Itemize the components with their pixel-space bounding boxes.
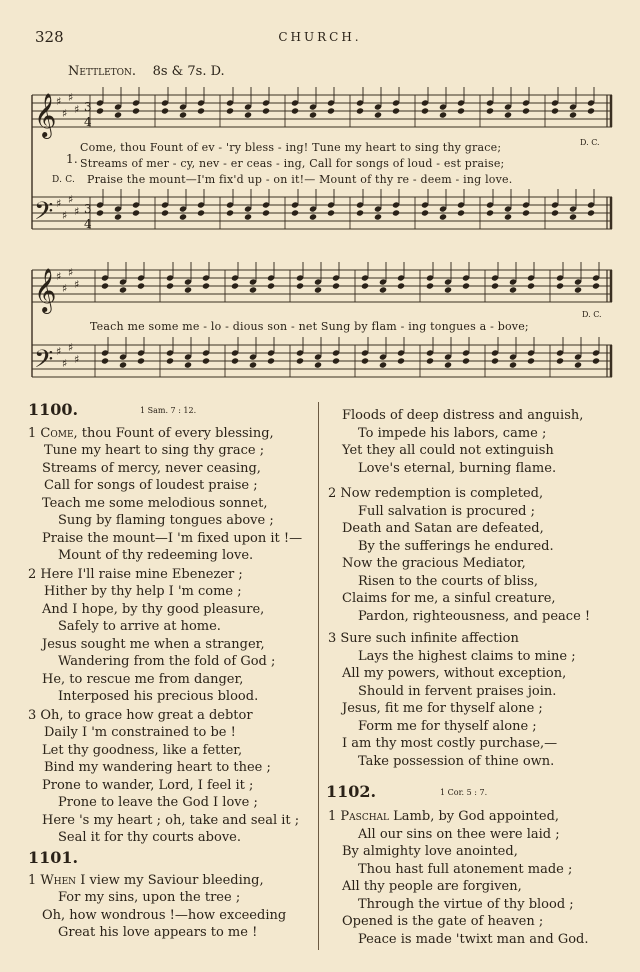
right-verse-line: Risen to the courts of bliss, xyxy=(358,574,539,589)
page-number: 328 xyxy=(35,28,64,46)
left-verse-line: Tune my heart to sing thy grace ; xyxy=(44,443,265,458)
note-head xyxy=(569,111,577,118)
note-head xyxy=(332,282,340,289)
sharp-icon: ♯ xyxy=(74,103,80,116)
right-verse-line: Should in fervent praises join. xyxy=(358,684,557,699)
right-verse-line: 2 Now redemption is completed, xyxy=(328,486,544,501)
note-head xyxy=(551,107,559,114)
left-verse-line: Streams of mercy, never ceasing, xyxy=(42,461,261,476)
note-head xyxy=(361,282,369,289)
left-verse-line: Seal it for thy courts above. xyxy=(58,830,242,845)
left-verse-line: Teach me some melodious sonnet, xyxy=(42,496,268,511)
note-head xyxy=(527,357,535,364)
right-verse-line: Form me for thyself alone ; xyxy=(358,719,537,734)
left-verse-line: Jesus sought me when a stranger, xyxy=(42,637,265,652)
note-head xyxy=(184,286,192,293)
note-head xyxy=(197,107,205,114)
dc-label: D. C. xyxy=(52,175,76,185)
note-head xyxy=(332,357,340,364)
note-head xyxy=(249,286,257,293)
music-score xyxy=(0,0,640,400)
left-verse-line: Sung by flaming tongues above ; xyxy=(58,513,274,528)
hymn-number-1102: 1102. xyxy=(326,782,377,801)
left-verse-line: Prone to wander, Lord, I feel it ; xyxy=(42,778,254,793)
treble-clef-icon: 𝄞 xyxy=(34,93,57,137)
note-head xyxy=(587,209,595,216)
sharp-icon: ♯ xyxy=(68,193,74,206)
sharp-icon: ♯ xyxy=(74,278,80,291)
right-verse-line: I am thy most costly purchase,— xyxy=(342,736,558,751)
note-head xyxy=(291,107,299,114)
right-verse-line: All our sins on thee were laid ; xyxy=(358,827,560,842)
right-verse-line: Lays the highest claims to mine ; xyxy=(358,649,576,664)
note-head xyxy=(291,209,299,216)
sharp-icon: ♯ xyxy=(56,345,62,358)
dc-mark-1: D. C. xyxy=(580,138,600,147)
sharp-icon: ♯ xyxy=(62,357,68,370)
note-head xyxy=(392,209,400,216)
note-head xyxy=(444,286,452,293)
left-verse-line: Daily I 'm constrained to be ! xyxy=(44,725,236,740)
note-head xyxy=(504,213,512,220)
lyric-line-4: Teach me some me - lo - dious son - net Sung by flam - ing tongues a - bove; xyxy=(90,320,529,333)
note-head xyxy=(374,213,382,220)
sharp-icon: ♯ xyxy=(68,266,74,279)
left-verse-line: Interposed his precious blood. xyxy=(58,689,259,704)
left-verse-line: Hither by thy help I 'm come ; xyxy=(44,584,242,599)
right-verse-line: Now the gracious Mediator, xyxy=(342,556,526,571)
note-head xyxy=(491,357,499,364)
note-head xyxy=(101,357,109,364)
sharp-icon: ♯ xyxy=(68,91,74,104)
note-head xyxy=(556,357,564,364)
left-verse-line: 1 Come, thou Fount of every blessing, xyxy=(28,426,274,441)
note-head xyxy=(327,107,335,114)
note-head xyxy=(457,209,465,216)
note-head xyxy=(137,282,145,289)
note-head xyxy=(421,209,429,216)
note-head xyxy=(166,357,174,364)
time-signature: 3 xyxy=(84,202,92,216)
note-head xyxy=(309,213,317,220)
left-verse-line: 2 Here I'll raise mine Ebenezer ; xyxy=(28,567,243,582)
note-head xyxy=(244,213,252,220)
note-head xyxy=(267,357,275,364)
note-head xyxy=(119,286,127,293)
note-head xyxy=(426,357,434,364)
note-head xyxy=(161,107,169,114)
right-verse-line: 1 Paschal Lamb, by God appointed, xyxy=(328,809,560,824)
note-head xyxy=(114,111,122,118)
right-verse-line: Jesus, fit me for thyself alone ; xyxy=(342,701,543,716)
right-verse-line: By the sufferings he endured. xyxy=(358,539,554,554)
note-head xyxy=(202,282,210,289)
note-head xyxy=(426,282,434,289)
note-head xyxy=(226,209,234,216)
right-verse-line: Floods of deep distress and anguish, xyxy=(342,408,584,423)
sharp-icon: ♯ xyxy=(56,270,62,283)
left-verse-line: Oh, how wondrous !—how exceeding xyxy=(42,908,287,923)
note-head xyxy=(249,361,257,368)
note-head xyxy=(439,213,447,220)
note-head xyxy=(114,213,122,220)
bass-clef-icon: 𝄢 xyxy=(34,197,54,232)
note-head xyxy=(527,282,535,289)
note-head xyxy=(96,209,104,216)
note-head xyxy=(462,357,470,364)
time-signature: 3 xyxy=(84,100,92,114)
left-verse-line: And I hope, by thy good pleasure, xyxy=(42,602,265,617)
hymn-number-1101: 1101. xyxy=(28,848,79,867)
left-verse-line: Bind my wandering heart to thee ; xyxy=(44,760,271,775)
right-verse-line: Death and Satan are defeated, xyxy=(342,521,544,536)
time-signature: 4 xyxy=(84,217,92,231)
left-verse-line: Let thy goodness, like a fetter, xyxy=(42,743,243,758)
right-verse-line: Opened is the gate of heaven ; xyxy=(342,914,544,929)
sharp-icon: ♯ xyxy=(56,95,62,108)
left-verse-line: Great his love appears to me ! xyxy=(58,925,258,940)
note-head xyxy=(101,282,109,289)
note-head xyxy=(202,357,210,364)
note-head xyxy=(356,209,364,216)
right-verse-line: Yet they all could not extinguish xyxy=(342,443,554,458)
note-head xyxy=(314,286,322,293)
left-verse-line: Prone to leave the God I love ; xyxy=(58,795,258,810)
note-head xyxy=(392,107,400,114)
note-head xyxy=(361,357,369,364)
left-verse-line: For my sins, upon the tree ; xyxy=(58,890,241,905)
lyric-line-2: Streams of mer - cy, nev - er ceas - ing, Call for songs of loud - est praise; xyxy=(80,157,505,170)
note-head xyxy=(161,209,169,216)
note-head xyxy=(592,282,600,289)
note-head xyxy=(397,357,405,364)
right-verse-line: 3 Sure such infinite affection xyxy=(328,631,519,646)
note-head xyxy=(592,357,600,364)
right-verse-line: Pardon, righteousness, and peace ! xyxy=(358,609,591,624)
hymn-number-1100: 1100. xyxy=(28,400,79,419)
time-signature: 4 xyxy=(84,115,92,129)
note-head xyxy=(379,361,387,368)
left-verse-line: Mount of thy redeeming love. xyxy=(58,548,254,563)
treble-clef-icon: 𝄞 xyxy=(34,268,57,312)
sharp-icon: ♯ xyxy=(62,107,68,120)
right-verse-line: Thou hast full atonement made ; xyxy=(358,862,573,877)
hymn-reference-1100: 1 Sam. 7 : 12. xyxy=(140,406,197,415)
note-head xyxy=(491,282,499,289)
note-head xyxy=(574,361,582,368)
note-head xyxy=(397,282,405,289)
note-head xyxy=(132,107,140,114)
tune-name: Nettleton. xyxy=(68,64,137,79)
hymn-reference-1102: 1 Cor. 5 : 7. xyxy=(440,788,488,797)
note-head xyxy=(296,282,304,289)
note-head xyxy=(522,209,530,216)
left-verse-line: Praise the mount—I 'm fixed upon it !— xyxy=(42,531,303,546)
left-verse-line: 1 When I view my Saviour bleeding, xyxy=(28,873,264,888)
note-head xyxy=(226,107,234,114)
note-head xyxy=(137,357,145,364)
right-verse-line: Love's eternal, burning flame. xyxy=(358,461,557,476)
note-head xyxy=(314,361,322,368)
note-head xyxy=(119,361,127,368)
right-verse-line: Take possession of thine own. xyxy=(358,754,555,769)
note-head xyxy=(556,282,564,289)
left-verse-line: 3 Oh, to grace how great a debtor xyxy=(28,708,253,723)
note-head xyxy=(587,107,595,114)
note-head xyxy=(231,282,239,289)
note-head xyxy=(374,111,382,118)
note-head xyxy=(166,282,174,289)
note-head xyxy=(486,209,494,216)
sharp-icon: ♯ xyxy=(74,205,80,218)
note-head xyxy=(296,357,304,364)
lyric-line-3: Praise the mount—I'm fix'd up - on it!— Mount of thy re - deem - ing love. xyxy=(87,173,513,186)
note-head xyxy=(421,107,429,114)
column-divider xyxy=(318,402,319,950)
note-head xyxy=(551,209,559,216)
sharp-icon: ♯ xyxy=(62,209,68,222)
note-head xyxy=(356,107,364,114)
sharp-icon: ♯ xyxy=(74,353,80,366)
note-head xyxy=(327,209,335,216)
tune-meter: 8s & 7s. D. xyxy=(152,64,225,79)
note-head xyxy=(509,286,517,293)
left-verse-line: He, to rescue me from danger, xyxy=(42,672,244,687)
note-head xyxy=(96,107,104,114)
note-head xyxy=(444,361,452,368)
note-head xyxy=(184,361,192,368)
note-head xyxy=(262,209,270,216)
lyric-line-1: Come, thou Fount of ev - 'ry bless - ing! Tune my heart to sing thy grace; xyxy=(80,141,502,154)
left-verse-line: Call for songs of loudest praise ; xyxy=(44,478,258,493)
note-head xyxy=(569,213,577,220)
note-head xyxy=(262,107,270,114)
left-verse-line: Here 's my heart ; oh, take and seal it ; xyxy=(42,813,300,828)
running-head: CHURCH. xyxy=(278,30,362,44)
sharp-icon: ♯ xyxy=(56,197,62,210)
note-head xyxy=(132,209,140,216)
note-head xyxy=(522,107,530,114)
note-head xyxy=(179,111,187,118)
note-head xyxy=(197,209,205,216)
note-head xyxy=(309,111,317,118)
note-head xyxy=(509,361,517,368)
note-head xyxy=(179,213,187,220)
note-head xyxy=(231,357,239,364)
note-head xyxy=(574,286,582,293)
right-verse-line: Through the virtue of thy blood ; xyxy=(358,897,574,912)
note-head xyxy=(267,282,275,289)
stanza-number: 1. xyxy=(66,152,78,166)
note-head xyxy=(457,107,465,114)
sharp-icon: ♯ xyxy=(62,282,68,295)
right-verse-line: Claims for me, a sinful creature, xyxy=(342,591,556,606)
dc-mark-2: D. C. xyxy=(582,310,602,319)
right-verse-line: To impede his labors, came ; xyxy=(358,426,547,441)
note-head xyxy=(504,111,512,118)
right-verse-line: Full salvation is procured ; xyxy=(358,504,535,519)
right-verse-line: All my powers, without exception, xyxy=(342,666,567,681)
note-head xyxy=(379,286,387,293)
right-verse-line: Peace is made 'twixt man and God. xyxy=(358,932,589,947)
bass-clef-icon: 𝄢 xyxy=(34,345,54,380)
right-verse-line: By almighty love anointed, xyxy=(342,844,518,859)
note-head xyxy=(439,111,447,118)
note-head xyxy=(462,282,470,289)
left-verse-line: Safely to arrive at home. xyxy=(58,619,221,634)
sharp-icon: ♯ xyxy=(68,341,74,354)
note-head xyxy=(244,111,252,118)
note-head xyxy=(486,107,494,114)
right-verse-line: All thy people are forgiven, xyxy=(342,879,522,894)
left-verse-line: Wandering from the fold of God ; xyxy=(58,654,276,669)
